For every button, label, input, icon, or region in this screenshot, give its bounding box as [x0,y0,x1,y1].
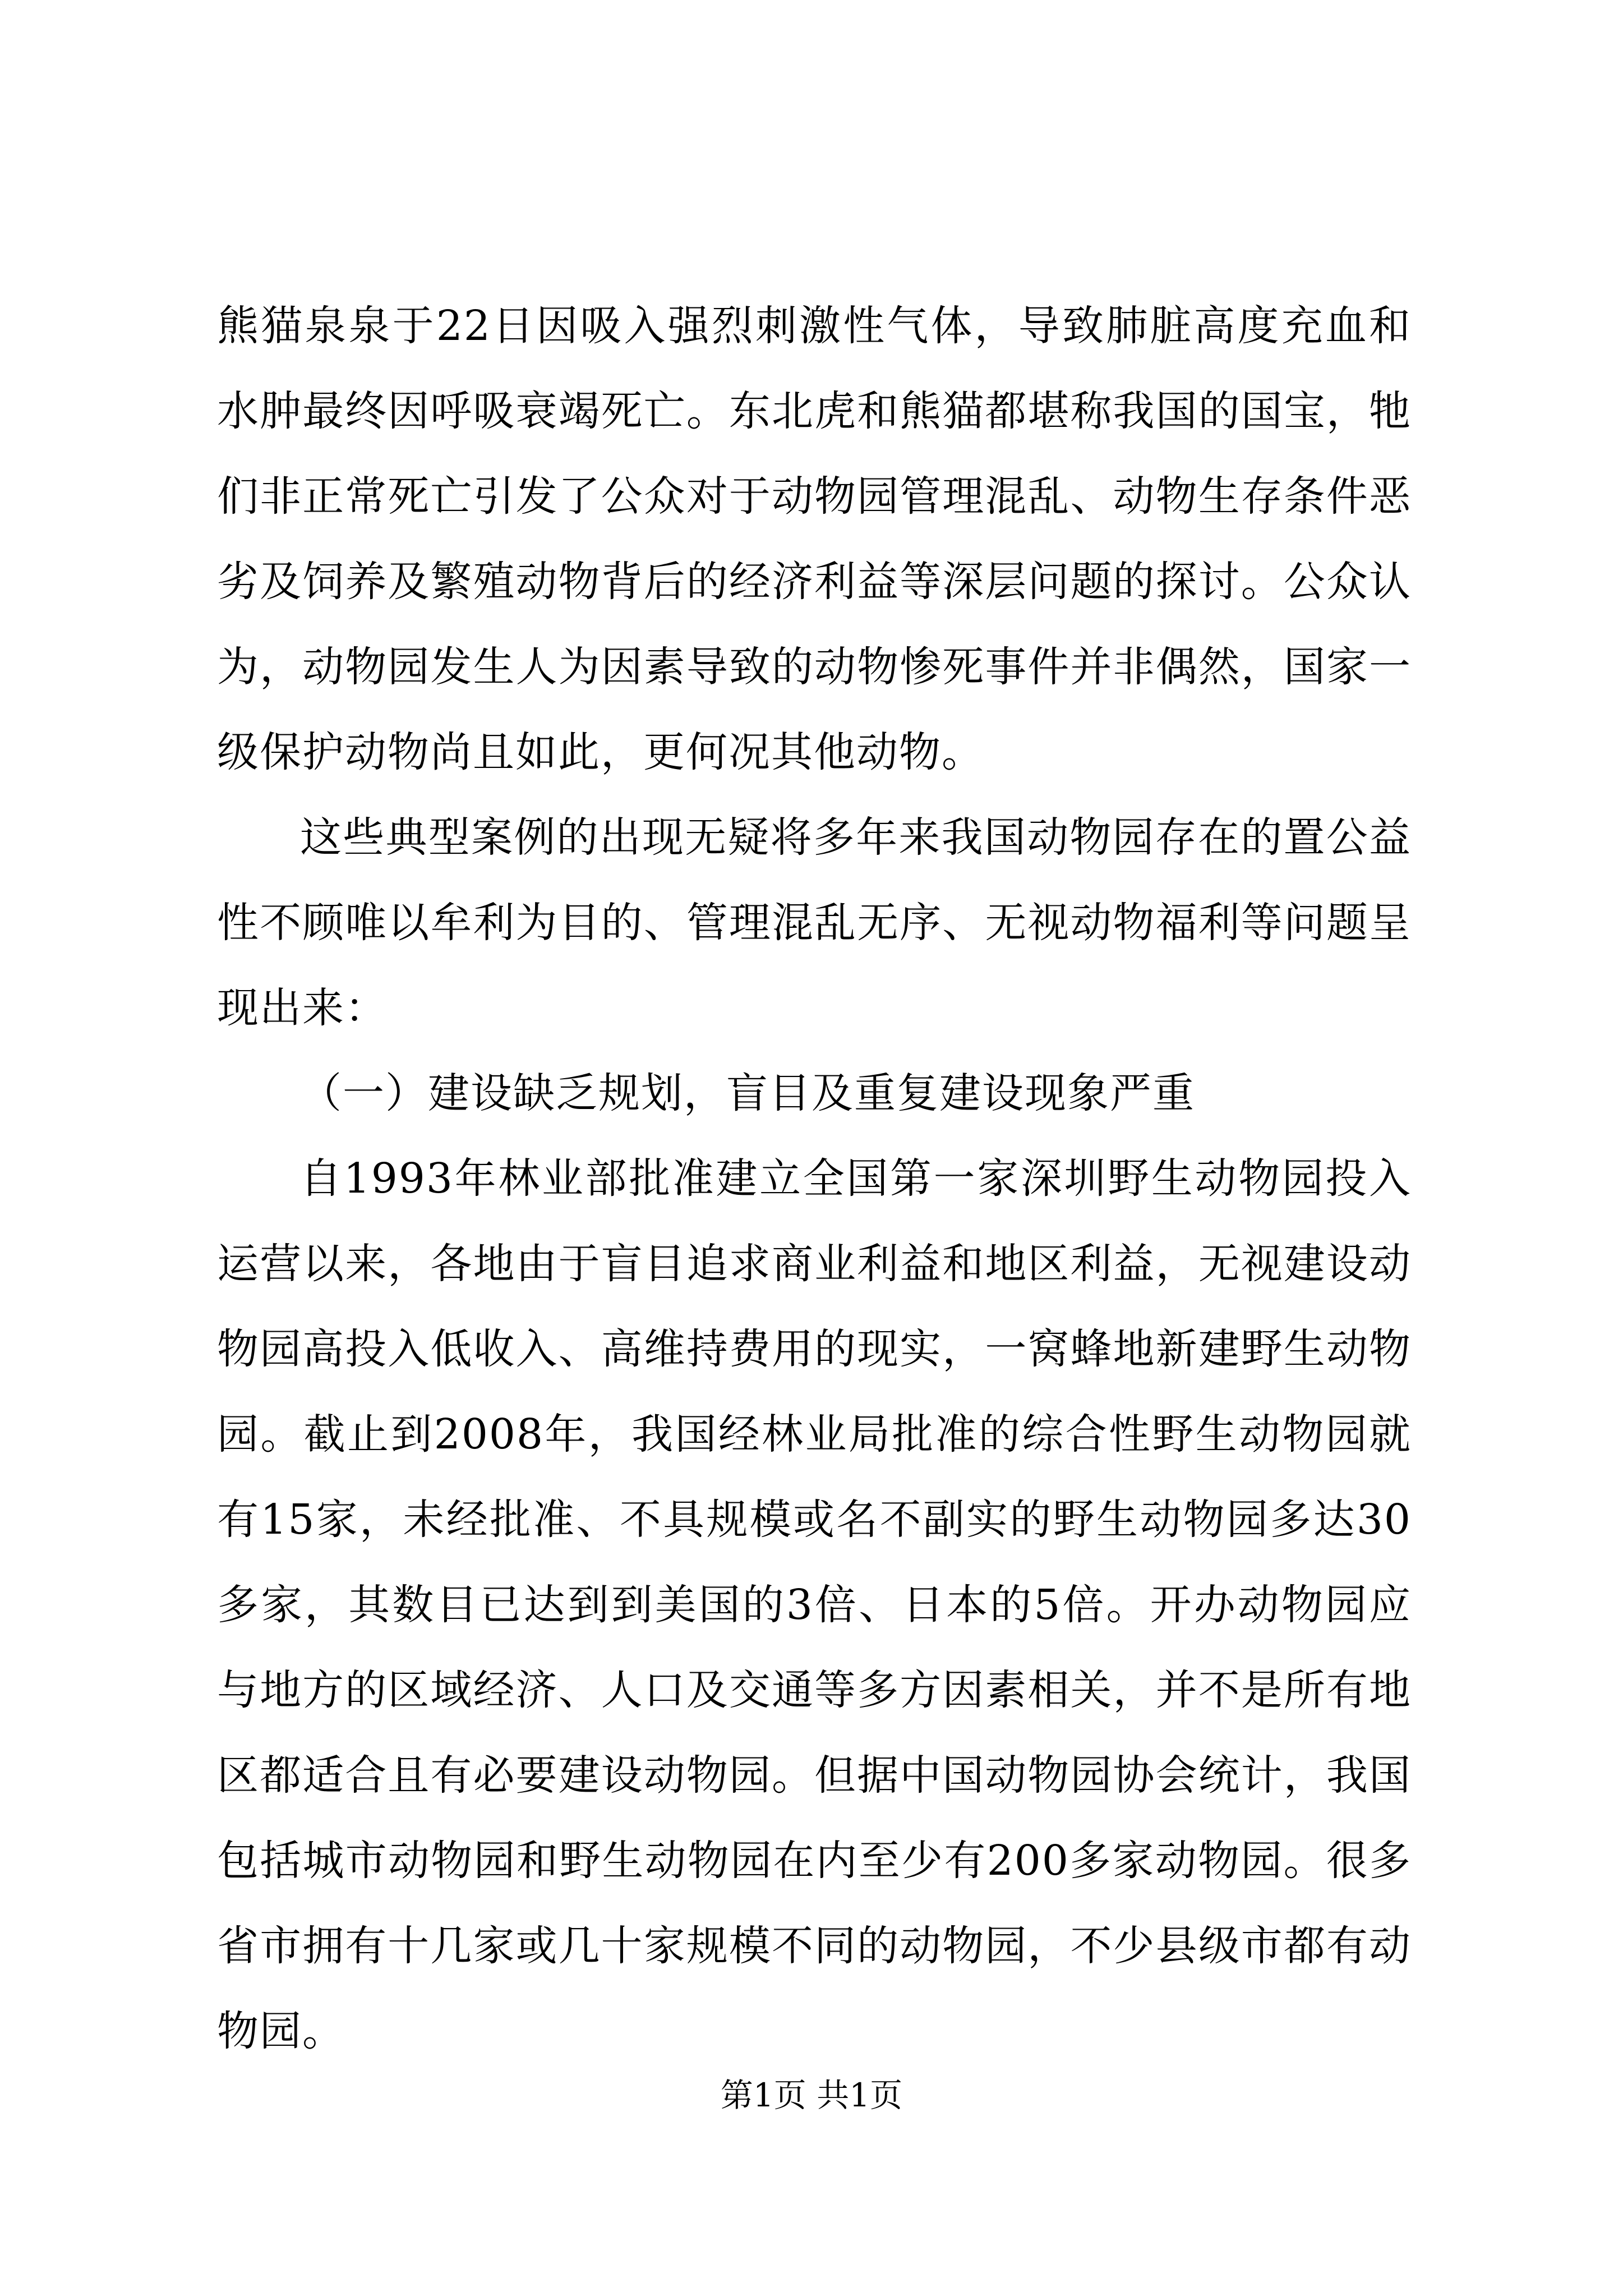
paragraph-cases-summary: 这些典型案例的出现无疑将多年来我国动物园存在的置公益性不顾唯以牟利为目的、管理混乱无序、无视动物福利等问题呈现出来： [217,813,1412,1032]
document-body [217,283,1412,2074]
page-footer: 第1页 共1页 [720,2076,903,2114]
paragraph-continuation: 熊猫泉泉于22日因吸入强烈刺激性气体，导致肺脏高度充血和水肿最终因呼吸衰竭死亡。东北虎和熊猫都堪称我国的国宝，牠们非正常死亡引发了公众对于动物园管理混乱、动物生存条件恶劣及饲养及繁殖动物背后的经济利益等深层问题的探讨。公众认为，动物园发生人为因素导致的动物惨死事件并非偶然，国家一级保护动物尚且如此，更何况其他动物。 [217,302,1412,776]
paragraph-zoo-construction: 自1993年林业部批准建立全国第一家深圳野生动物园投入运营以来，各地由于盲目追求商业利益和地区利益，无视建设动物园高投入低收入、高维持费用的现实，一窝蜂地新建野生动物园。截止到2008年，我国经林业局批准的综合性野生动物园就有15家，未经批准、不具规模或名不副实的野生动物园多达30多家，其数目已达到到美国的3倍、日本的5倍。开办动物园应与地方的区域经济、人口及交通等多方因素相关，并不是所有地区都适合且有必要建设动物园。但据中国动物园协会统计，我国包括城市动物园和野生动物园在内至少有200多家动物园。很多省市拥有十几家或几十家规模不同的动物园，不少县级市都有动物园。 [217,1154,1412,2055]
section-heading: （一）建设缺乏规划，盲目及重复建设现象严重 [300,1069,1195,1117]
